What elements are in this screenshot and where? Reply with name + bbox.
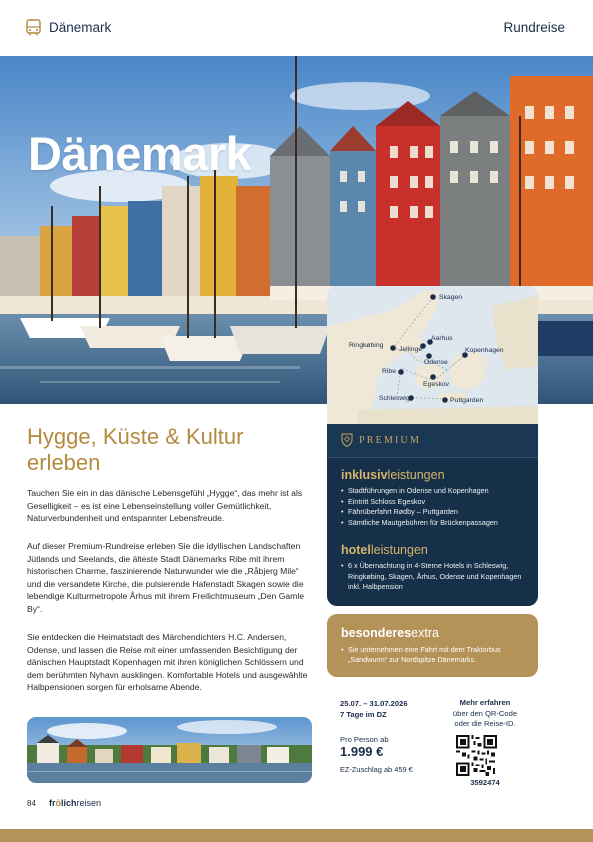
page-header	[0, 0, 593, 56]
extra-title-light: extra	[411, 626, 439, 640]
list-item: • Fährüberfahrt Rødby – Puttgarden	[341, 507, 533, 518]
list-item: • 6 x Übernachtung in 4-Sterne Hotels in Schleswig, Ringkøbing, Skagen, Århus, Odense und Kopenhagen inkl. Halbpension	[341, 561, 533, 593]
map-city-label: Jellinge	[399, 346, 423, 353]
map-city-label: Ribe	[382, 368, 396, 375]
page-number: 84	[27, 799, 36, 808]
inclusive-list	[341, 486, 533, 528]
extra-title-bold: besonderes	[341, 626, 412, 640]
map-city-label: Odense	[424, 359, 448, 366]
headline: Hygge, Küste & Kultur erleben	[27, 424, 244, 475]
more-info	[440, 698, 530, 730]
inclusive-title-bold: inklusiv	[341, 468, 388, 482]
map-city-label: Schleswig	[379, 395, 410, 402]
hotel-list	[341, 561, 533, 593]
duration: 7 Tage im DZ	[340, 710, 387, 719]
extra-text: • Sie unternehmen eine Fahrt mit dem Traktorbus „Sandwurm“ zur Nordspitze Dänemarks.	[341, 645, 531, 664]
premium-label: PREMIUM	[359, 435, 422, 446]
itinerary-paragraph: Auf dieser Premium-Rundreise erleben Sie die idyllischen Landschaften Jütlands und Seelands, die älteste Stadt Dänemarks Ribe mit ihrem historischen Charme, faszinierende Naturwunder wie die „Råbjerg Mile“ und die versandete Kirche, die pulsierende Hafenstadt Skagen sowie die lebendige Kulturmetropole Århus mit ihrem Freilichtmuseum „Den Gamle By“.	[27, 541, 305, 614]
extra-title	[341, 626, 439, 640]
route-map	[327, 286, 538, 424]
destination-label: Dänemark	[49, 20, 112, 35]
more-info-line: oder die Reise-ID.	[454, 719, 516, 728]
list-item: • Stadtführungen in Odense und Kopenhagen	[341, 486, 533, 497]
bus-icon	[26, 19, 41, 36]
map-city-label: Kopenhagen	[465, 347, 504, 354]
hero-title: Dänemark	[28, 127, 252, 180]
bottom-bar	[0, 829, 593, 842]
list-item: • Sämtliche Mautgebühren für Brückenpassagen	[341, 518, 533, 529]
closing-paragraph: Sie entdecken die Heimatstadt des Märchendichters H.C. Andersen, Odense, und lassen die Reise mit einer umfassenden Besichtigung der dänischen Hauptstadt Kopenhagen mit ihren königlichen Schlössern und dem berühmten Nyhavn ausklingen. Komfortable Hotels und ausgewählte Halbpensionen sorgen für erholsame Abende.	[27, 632, 308, 693]
more-info-line: über den QR-Code	[452, 708, 518, 718]
price: 1.999 €	[340, 744, 384, 759]
inclusive-title-light: leistungen	[387, 468, 445, 482]
hotel-title	[341, 543, 428, 557]
brand-part: fr	[49, 798, 56, 808]
list-item: • Eintritt Schloss Egeskov	[341, 497, 533, 508]
single-room-surcharge: EZ-Zuschlag ab 459 €	[340, 765, 413, 774]
harbor-photo	[27, 717, 312, 783]
tour-type-label: Rundreise	[503, 20, 565, 35]
brand-part: ö	[55, 798, 61, 808]
brand-logo	[49, 798, 101, 808]
map-city-label: Ringkøbing	[349, 342, 384, 349]
crest-icon	[341, 433, 353, 447]
extra-box	[327, 614, 538, 677]
brand-part: lich	[61, 798, 77, 808]
map-city-label: Skagen	[439, 294, 463, 301]
qr-code[interactable]	[456, 735, 497, 776]
intro-paragraph: Tauchen Sie ein in das dänische Lebensgefühl „Hygge“, das mehr ist als Geselligkeit – es ist eine Lebenseinstellung voller Gemütlichkeit, Naturverbundenheit und entspannter Lebensfreude.	[27, 488, 303, 524]
hotel-title-light: leistungen	[370, 543, 428, 557]
brand-part: reisen	[76, 798, 102, 808]
trip-id[interactable]: 3592474	[470, 778, 500, 787]
map-city-label: Aarhus	[431, 335, 453, 342]
inclusive-title	[341, 468, 445, 482]
premium-box	[327, 424, 538, 606]
travel-dates	[340, 698, 408, 720]
hotel-title-bold: hotel	[341, 543, 371, 557]
premium-header	[327, 424, 538, 458]
map-city-label: Puttgarden	[450, 397, 484, 404]
more-info-title: Mehr erfahren	[459, 698, 511, 707]
price-label: Pro Person ab	[340, 735, 389, 744]
map-city-label: Egeskov	[423, 381, 450, 388]
date-range: 25.07. – 31.07.2026	[340, 699, 408, 708]
